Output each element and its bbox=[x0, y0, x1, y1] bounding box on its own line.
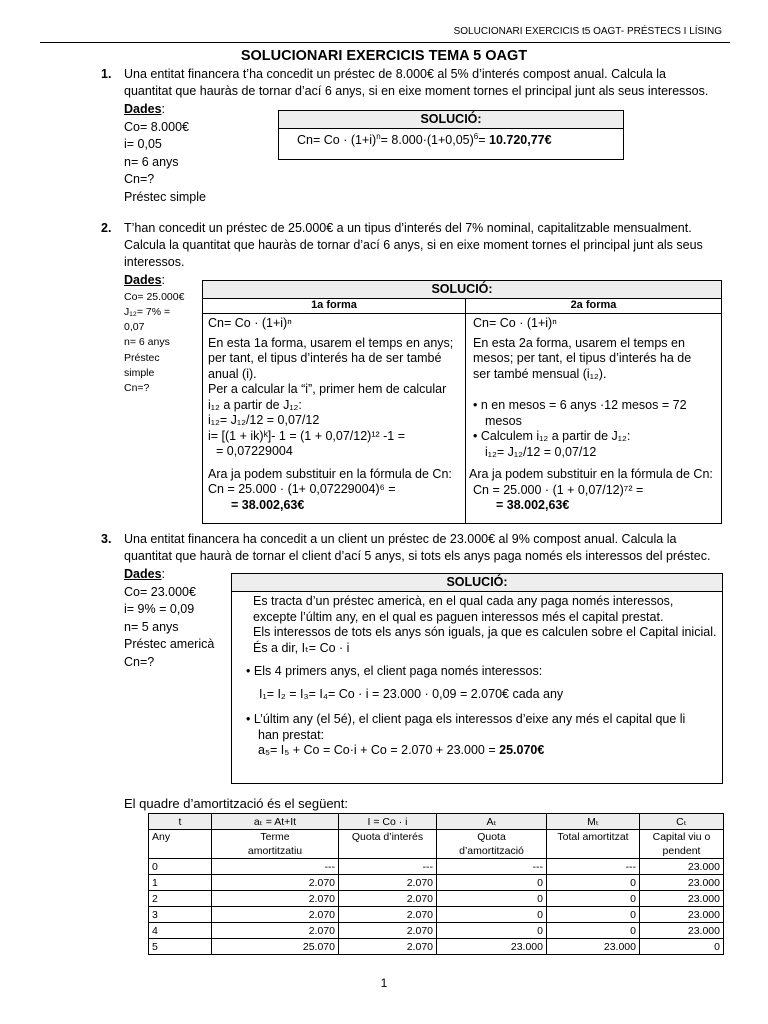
data-item: Co= 23.000€ bbox=[124, 584, 196, 599]
column-header: t bbox=[149, 814, 212, 830]
data-item: simple bbox=[124, 366, 155, 379]
exercise-1-solution-box bbox=[278, 110, 624, 160]
column-header: aₜ = At+It bbox=[212, 814, 339, 830]
column-label: Any bbox=[149, 830, 212, 859]
exercise-1-formula: $Cn= Co \cdot (1+i)^n= 8.000\cdot(1+0,05)^6=$ 10.720,77€ bbox=[297, 131, 552, 147]
exercise-3-solution-box bbox=[231, 573, 723, 784]
table-row: 0 --- --- --- --- 23.000 bbox=[149, 859, 724, 875]
table-row: 1 2.070 2.070 0 0 23.000 bbox=[149, 875, 724, 891]
bullet-icon: • bbox=[473, 398, 481, 412]
column-label: Terme amortitzatiu bbox=[212, 830, 339, 859]
first-method: Cn= Co · (1+i)ⁿ En esta 1a forma, usarem el temps en anys; per tant, el tipus d’interés ha de ser també anual (i). Per a calcular la “i”, primer hem de calcular i₁₂ a partir de J₁₂: i₁₂= J₁₂/12 = 0,07/12 i= [(1 + ik)ᵏ]- 1 = (1 + 0,07/12)¹² -1 = = 0,07229004 Ara ja podem substituir en la fórmula de Cn: Cn = 25.000 · (1+ 0,07229004)⁶ = = 38.002,63€ bbox=[208, 316, 463, 513]
dades-label: Dades bbox=[124, 567, 162, 581]
data-item: i= 9% = 0,09 bbox=[124, 602, 195, 616]
page-number: 1 bbox=[380, 976, 388, 990]
exercise-2-data bbox=[124, 272, 184, 397]
solution-heading: SOLUCIÓ: bbox=[203, 281, 721, 299]
data-item: 0,07 bbox=[124, 321, 145, 334]
exercise-3-line: Una entitat financera ha concedit a un client un préstec de 23.000€ al 9% compost anual. Calcula la bbox=[124, 532, 677, 546]
table-caption: El quadre d’amortització és el següent: bbox=[124, 796, 349, 811]
column-label: Total amortitzat bbox=[547, 830, 640, 859]
exercise-3-line: quantitat que haurà de tornar el client d’ací 5 anys, si tots els anys paga només els interessos del préstec. bbox=[124, 549, 711, 563]
second-method: Cn= Co · (1+i)ⁿ En esta 2a forma, usarem el temps en mesos; per tant, el tipus d’interés ha de ser també mensual (i₁₂). • n en mesos = 6 anys ·12 mesos = 72 mesos • Calculem i₁₂ a partir de J₁₂: i₁₂= J₁₂/12 = 0,07/12 Ara ja podem substituir en la fórmula de Cn: Cn = 25.000 · (1 + 0,07/12)⁷² = = 38.002,63€ bbox=[473, 316, 719, 514]
table-row: 5 25.070 2.070 23.000 23.000 0 bbox=[149, 939, 724, 955]
dades-colon: : bbox=[161, 567, 166, 581]
data-item: Préstec bbox=[124, 351, 160, 364]
exercise-1-data bbox=[124, 101, 206, 206]
column-header: Aₜ bbox=[437, 814, 547, 830]
data-item: Co= 25.000€ bbox=[124, 290, 185, 303]
column-header: Cₜ bbox=[640, 814, 724, 830]
page-title: SOLUCIONARI EXERCICIS TEMA 5 OAGT bbox=[240, 48, 528, 64]
data-item: J₁₂= 7% = bbox=[124, 305, 171, 318]
exercise-3-result: 25.070€ bbox=[499, 743, 545, 757]
exercise-3-solution-text: Es tracta d’un préstec americà, en el qual cada any paga només interessos, excepte l’últim any, en el qual es paguen interessos més el capital prestat. Els interessos de tots els anys són iguals, ja que es calculen sobre el Capital inicial. És a dir, Iₜ= Co · i • Els 4 primers anys, el client paga només interessos: I₁= I₂ = I₃= I₄= Co · i = 23.000 · 0,09 = 2.070€ cada any • L’últim any (el 5é), el client paga els interessos d’eixe any més el capital que li han prestat: a₅= I₅ + Co = Co·i + Co = 2.070 + 23.000 = 25.070€ bbox=[246, 594, 717, 757]
exercise-1-line: quantitat que hauràs de tornar d’ací 6 anys, si en eixe moment tornes el principal junt als seus interessos. bbox=[124, 84, 709, 98]
exercise-2-line: T’han concedit un préstec de 25.000€ a un tipus d’interés del 7% nominal, capitalitzable mensualment. bbox=[124, 221, 692, 235]
exercise-1-line: Una entitat financera t’ha concedit un préstec de 8.000€ al 5% d’interés compost anual. Calcula la bbox=[124, 67, 666, 81]
exercise-2-line: Calcula la quantitat que hauràs de tornar d’ací 6 anys, si en eixe moment tornes el principal junt als seus bbox=[124, 238, 703, 252]
exercise-2-solution-table bbox=[202, 280, 722, 524]
bullet-icon: • bbox=[246, 712, 254, 726]
exercise-1-number: 1. bbox=[101, 67, 112, 81]
exercise-3-data bbox=[124, 566, 214, 671]
column-divider bbox=[465, 298, 466, 523]
bullet-icon: • bbox=[246, 664, 254, 678]
solution-heading: SOLUCIÓ: bbox=[279, 111, 623, 129]
table-row: 3 2.070 2.070 0 0 23.000 bbox=[149, 907, 724, 923]
data-item: n= 6 anys bbox=[124, 154, 179, 169]
data-item: Cn=? bbox=[124, 382, 150, 395]
dades-label: Dades bbox=[124, 102, 162, 116]
running-header: SOLUCIONARI EXERCICIS t5 OAGT- PRÉSTECS I LÍSING bbox=[453, 26, 722, 37]
amortization-table bbox=[148, 813, 724, 955]
data-item: Préstec americà bbox=[124, 637, 215, 651]
exercise-2-number: 2. bbox=[101, 221, 112, 235]
data-item: Cn=? bbox=[124, 654, 155, 669]
column-header-2a-forma: 2a forma bbox=[570, 299, 617, 311]
data-item: Co= 8.000€ bbox=[124, 119, 189, 134]
dades-colon: : bbox=[161, 102, 166, 116]
data-item: Préstec simple bbox=[124, 189, 206, 204]
data-item: i= 0,05 bbox=[124, 137, 162, 151]
bullet-icon: • bbox=[473, 429, 481, 443]
exercise-3-number: 3. bbox=[101, 532, 112, 546]
column-header-1a-forma: 1a forma bbox=[311, 299, 357, 311]
exercise-1-statement bbox=[124, 66, 722, 100]
table-row: 4 2.070 2.070 0 0 23.000 bbox=[149, 923, 724, 939]
column-header: I = Co · i bbox=[339, 814, 437, 830]
column-label: Quota d’amortització bbox=[437, 830, 547, 859]
exercise-1-result: 10.720,77€ bbox=[489, 133, 552, 147]
second-method-result: = 38.002,63€ bbox=[496, 498, 570, 512]
column-label: Quota d’interés bbox=[339, 830, 437, 859]
column-header: Mₜ bbox=[547, 814, 640, 830]
exercise-3-statement bbox=[124, 531, 722, 565]
column-label: Capital viu o pendent bbox=[640, 830, 724, 859]
solution-heading: SOLUCIÓ: bbox=[232, 574, 722, 592]
first-method-result: = 38.002,63€ bbox=[231, 497, 305, 512]
exercise-2-line: interessos. bbox=[124, 255, 185, 269]
data-item: n= 5 anys bbox=[124, 619, 179, 634]
dades-colon: : bbox=[161, 273, 166, 287]
header-rule bbox=[40, 42, 730, 43]
table-row: 2 2.070 2.070 0 0 23.000 bbox=[149, 891, 724, 907]
exercise-2-statement bbox=[124, 220, 722, 271]
data-item: n= 6 anys bbox=[124, 336, 170, 349]
dades-label: Dades bbox=[124, 273, 162, 287]
data-item: Cn=? bbox=[124, 172, 155, 186]
